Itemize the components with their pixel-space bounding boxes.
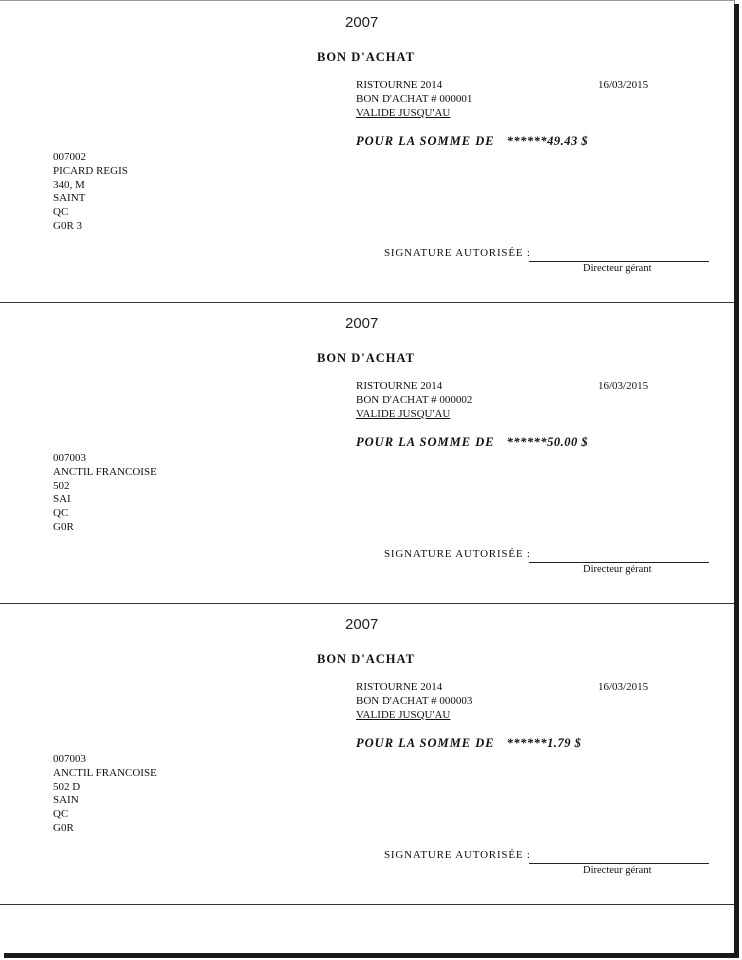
customer-id: 007002 (53, 151, 86, 163)
customer-street: 502 D (53, 781, 81, 793)
ristourne-label: RISTOURNE 2014 (356, 681, 443, 693)
valid-until: VALIDE JUSQU'AU (356, 709, 451, 721)
amount-label: POUR LA SOMME DE (356, 736, 495, 750)
customer-province: QC (53, 206, 69, 218)
voucher-number: BON D'ACHAT # 000002 (356, 394, 473, 406)
voucher-number: BON D'ACHAT # 000003 (356, 695, 473, 707)
customer-id: 007003 (53, 452, 86, 464)
amount-line (356, 134, 588, 149)
ristourne-label: RISTOURNE 2014 (356, 380, 443, 392)
signature-line (529, 863, 709, 864)
customer-id: 007003 (53, 753, 86, 765)
signature-role: Directeur gérant (583, 564, 652, 575)
amount-line (356, 736, 581, 751)
amount-line (356, 435, 588, 450)
customer-postal-code: G0R (53, 521, 74, 533)
voucher-year: 2007 (345, 616, 379, 633)
voucher-year: 2007 (345, 315, 379, 332)
voucher-date: 16/03/2015 (598, 380, 649, 392)
signature-line (529, 261, 709, 262)
voucher-title: BON D'ACHAT (317, 351, 415, 365)
customer-street: 340, M (53, 179, 85, 191)
voucher-date: 16/03/2015 (598, 79, 649, 91)
amount-label: POUR LA SOMME DE (356, 134, 495, 148)
voucher-year: 2007 (345, 14, 379, 31)
voucher-2 (0, 301, 734, 602)
customer-name: PICARD REGIS (53, 165, 128, 177)
amount-value: ******50.00 $ (506, 435, 589, 449)
customer-province: QC (53, 507, 69, 519)
signature-role: Directeur gérant (583, 865, 652, 876)
signature-label: SIGNATURE AUTORISÉE : (384, 247, 531, 259)
page-shadow-bottom (4, 953, 739, 958)
customer-postal-code: G0R 3 (53, 220, 83, 232)
customer-postal-code: G0R (53, 822, 74, 834)
customer-name: ANCTIL FRANCOISE (53, 466, 157, 478)
customer-city: SAI (53, 493, 71, 505)
customer-name: ANCTIL FRANCOISE (53, 767, 157, 779)
signature-line (529, 562, 709, 563)
voucher-title: BON D'ACHAT (317, 652, 415, 666)
amount-value: ******49.43 $ (506, 134, 589, 148)
amount-value: ******1.79 $ (506, 736, 582, 750)
signature-label: SIGNATURE AUTORISÉE : (384, 849, 531, 861)
customer-province: QC (53, 808, 69, 820)
signature-role: Directeur gérant (583, 263, 652, 274)
signature-label: SIGNATURE AUTORISÉE : (384, 548, 531, 560)
amount-label: POUR LA SOMME DE (356, 435, 495, 449)
voucher-date: 16/03/2015 (598, 681, 649, 693)
customer-city: SAINT (53, 192, 86, 204)
voucher-separator (0, 904, 734, 905)
voucher-3 (0, 602, 734, 903)
customer-city: SAIN (53, 794, 79, 806)
customer-street: 502 (53, 480, 70, 492)
valid-until: VALIDE JUSQU'AU (356, 408, 451, 420)
ristourne-label: RISTOURNE 2014 (356, 79, 443, 91)
voucher-title: BON D'ACHAT (317, 50, 415, 64)
page-shadow-right (734, 4, 739, 957)
valid-until: VALIDE JUSQU'AU (356, 107, 451, 119)
voucher-number: BON D'ACHAT # 000001 (356, 93, 473, 105)
voucher-1 (0, 0, 734, 301)
